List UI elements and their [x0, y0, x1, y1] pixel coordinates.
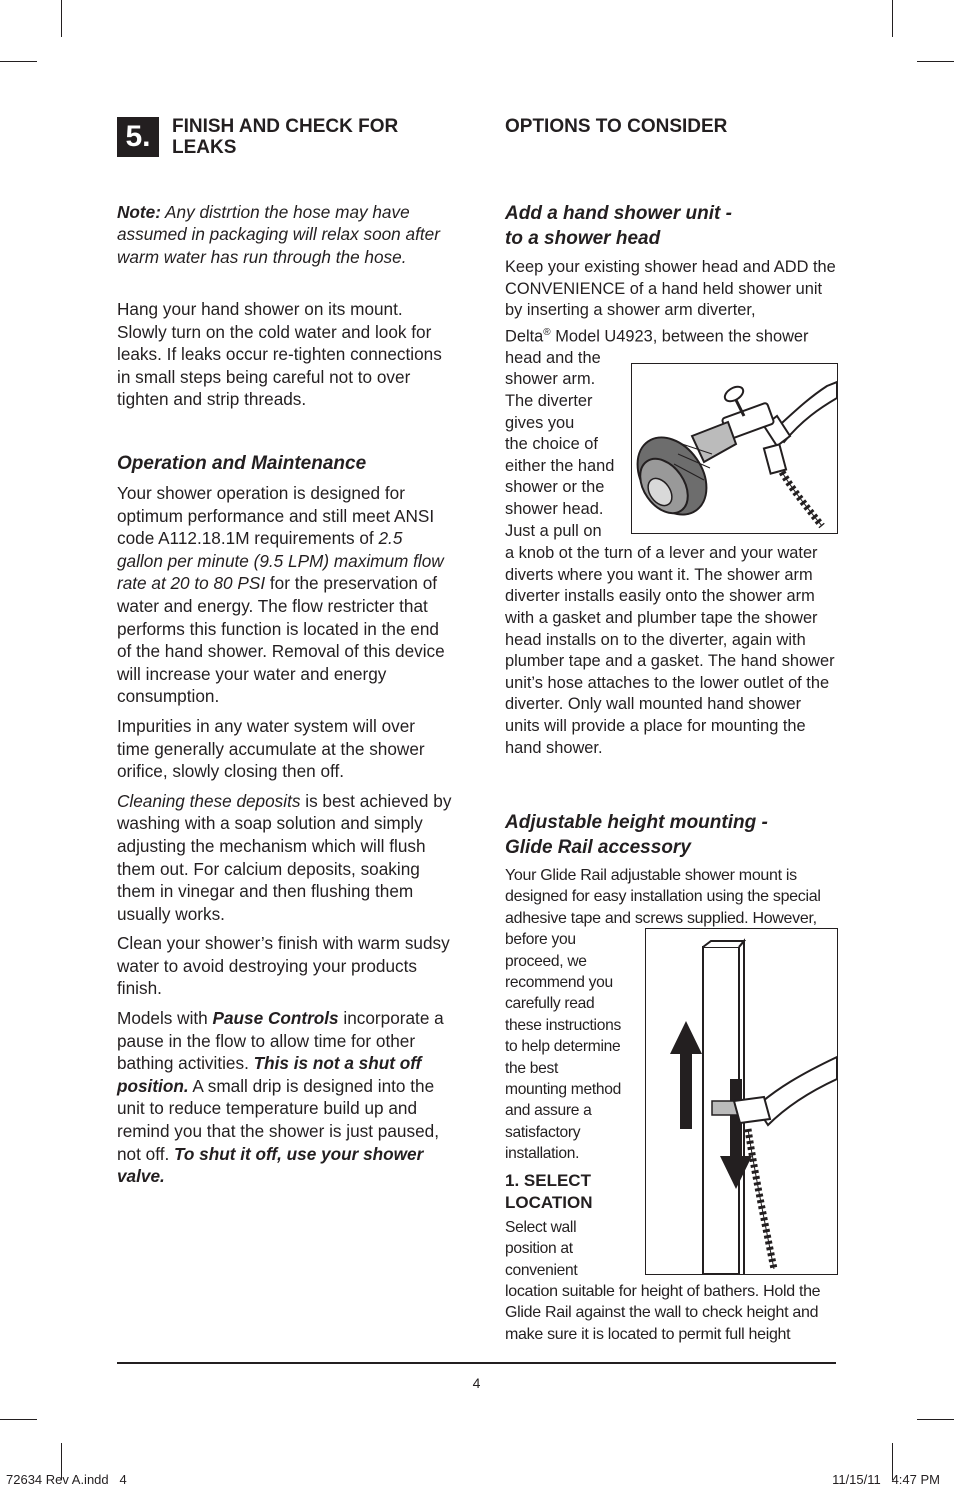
- hand-heading-line2: to a shower head: [505, 228, 661, 249]
- hang-block: [117, 298, 452, 411]
- slug-left: 72634 Rev A.indd 4: [6, 1472, 127, 1487]
- step-title-line2: LEAKS: [172, 137, 237, 158]
- registered-mark: ®: [543, 326, 551, 338]
- slug-right: 11/15/11 4:47 PM: [832, 1472, 940, 1487]
- hand-side-line: gives you: [505, 413, 575, 432]
- footer-rule: [117, 1362, 836, 1364]
- hand-paragraph-2: a knob ot the turn of a lever and your water diverts where you want it. The shower arm diverter installs easily onto the shower arm with a gasket and plumber tape the shower head installs on to the diverter, again with plumber tape and a gasket. The hand shower unit’s hose attaches to the lower outlet of the diverter. Only wall mounted hand shower units will provide a place for mounting the hand shower.: [505, 544, 835, 757]
- hand-side-line: The diverter: [505, 392, 593, 411]
- note-block: [117, 201, 452, 268]
- glide-paragraph-1: Your Glide Rail adjustable shower mount is designed for easy installation using the special adhesive tape and screws supplied. However,: [505, 867, 821, 927]
- glide-side-line: and assure a: [505, 1102, 592, 1120]
- hang-paragraph: Hang your hand shower on its mount. Slowly turn on the cold water and look for leaks. If leaks occur re-tighten connections in small steps being careful not to over tighten and strip threads.: [117, 299, 442, 410]
- glide-side-line: these instructions: [505, 1016, 621, 1034]
- hand-p1-text: Keep your existing shower head and ADD the CONVENIENCE of a hand held shower unit by inserting a shower arm diverter,: [505, 258, 836, 320]
- options-heading: OPTIONS TO CONSIDER: [505, 116, 728, 137]
- select-paragraph: location suitable for height of bathers. Hold the Glide Rail against the wall to check height and make sure it is located to permit full height: [505, 1282, 821, 1343]
- note-text: Any distrtion the hose may have assumed in packaging will relax soon after warm water has run through the hose.: [117, 202, 440, 267]
- hand-side-line: shower or the: [505, 478, 605, 497]
- hand-heading-line1: Add a hand shower unit -: [505, 203, 732, 224]
- op-p5-text-a: Models with: [117, 1008, 213, 1029]
- op-p1-flow-rate: 2.5 gallon per minute (9.5 LPM) maximum flow rate at 20 to 80 PSI: [117, 528, 444, 594]
- op-p5-text-c: incorporate a pause in the flow to allow time for other bathing activities.: [117, 1008, 444, 1074]
- crop-mark: [0, 61, 37, 62]
- hand-side-line: shower head.: [505, 500, 604, 518]
- note-label: Note:: [117, 202, 161, 222]
- op-p5-not-shutoff: This is not a shut off position.: [117, 1053, 422, 1096]
- glide-illustration-svg: [646, 929, 837, 1274]
- glide-side-line: recommend you: [505, 974, 613, 992]
- hand-p1-model: Model U4923, between the shower: [550, 327, 809, 346]
- operation-paragraph-4: Clean your shower’s finish with warm sudsy water to avoid destroying your products finish.: [117, 933, 450, 999]
- select-heading-line1: 1. SELECT: [505, 1170, 591, 1190]
- step-title: [172, 116, 452, 158]
- op-p5-shutoff-instruction: To shut it off, use your shower valve.: [117, 1143, 424, 1187]
- operation-section: [117, 451, 452, 1188]
- op-p5-pause-controls: Pause Controls: [212, 1008, 339, 1029]
- hand-side-line: either the hand: [505, 456, 615, 475]
- op-p1-text-c: for the preservation of water and energy. The flow restricter that performs this function is located in the end of the hand shower. Removal of this device will increase your water and energy consumption.: [117, 573, 445, 707]
- step-title-line1: FINISH AND CHECK FOR: [172, 116, 399, 137]
- select-side-line: Select wall: [505, 1218, 577, 1236]
- hand-paragraph-1: [505, 257, 837, 348]
- op-p5-text-e: A small drip is designed into the unit to reduce temperature build up and remind you that the shower is just paused, not off.: [117, 1075, 439, 1164]
- shower-illustration-svg: [632, 364, 837, 533]
- hand-side-line: head and the: [505, 348, 601, 367]
- glide-heading-line2: Glide Rail accessory: [505, 837, 691, 858]
- crop-mark: [917, 61, 954, 62]
- op-p1-text-a: Your shower operation is designed for optimum performance and still meet ANSI code A112.18.1M requirements of: [117, 483, 435, 549]
- step-number-badge: 5.: [117, 117, 159, 157]
- operation-paragraph-2: Impurities in any water system will over time generally accumulate at the shower orifice, slowly closing then off.: [117, 715, 425, 782]
- glide-side-line: proceed, we: [505, 952, 587, 970]
- select-side-line: convenient: [505, 1261, 578, 1279]
- glide-side-line: before you: [505, 931, 576, 949]
- glide-side-line: installation.: [505, 1145, 580, 1163]
- glide-side-line: satisfactory: [505, 1123, 581, 1141]
- note-paragraph: [117, 201, 452, 268]
- glide-side-line: to help determine: [505, 1038, 621, 1056]
- crop-mark: [61, 0, 62, 37]
- select-side-line: position at: [505, 1240, 573, 1258]
- hand-side-line: shower arm.: [505, 370, 596, 389]
- operation-paragraph-1: [117, 482, 452, 708]
- crop-mark: [917, 1419, 954, 1420]
- options-heading-wrap: [505, 116, 837, 137]
- select-heading-line2: LOCATION: [505, 1192, 593, 1212]
- glide-rail-illustration: [645, 928, 838, 1275]
- glide-side-line: the best: [505, 1059, 559, 1077]
- shower-head-diverter-illustration: [631, 363, 838, 534]
- glide-side-line: mounting method: [505, 1081, 621, 1099]
- operation-heading: Operation and Maintenance: [117, 453, 367, 474]
- glide-heading-line1: Adjustable height mounting -: [505, 812, 768, 833]
- operation-paragraph-3: [117, 790, 452, 926]
- delta-brand: Delta: [505, 327, 544, 346]
- op-p3-text: is best achieved by washing with a soap solution and simply adjusting the mechanism which will flush them out. For calcium deposits, soaking them in vinegar and then flushing them usually works.: [117, 790, 452, 924]
- crop-mark: [0, 1419, 37, 1420]
- page-number: 4: [472, 1375, 481, 1391]
- hand-side-line: the choice of: [505, 435, 598, 454]
- hand-side-line: Just a pull on: [505, 521, 602, 540]
- crop-mark: [892, 0, 893, 37]
- op-p3-lead: Cleaning these deposits: [117, 790, 301, 811]
- operation-paragraph-5: [117, 1007, 452, 1188]
- glide-side-line: carefully read: [505, 995, 595, 1013]
